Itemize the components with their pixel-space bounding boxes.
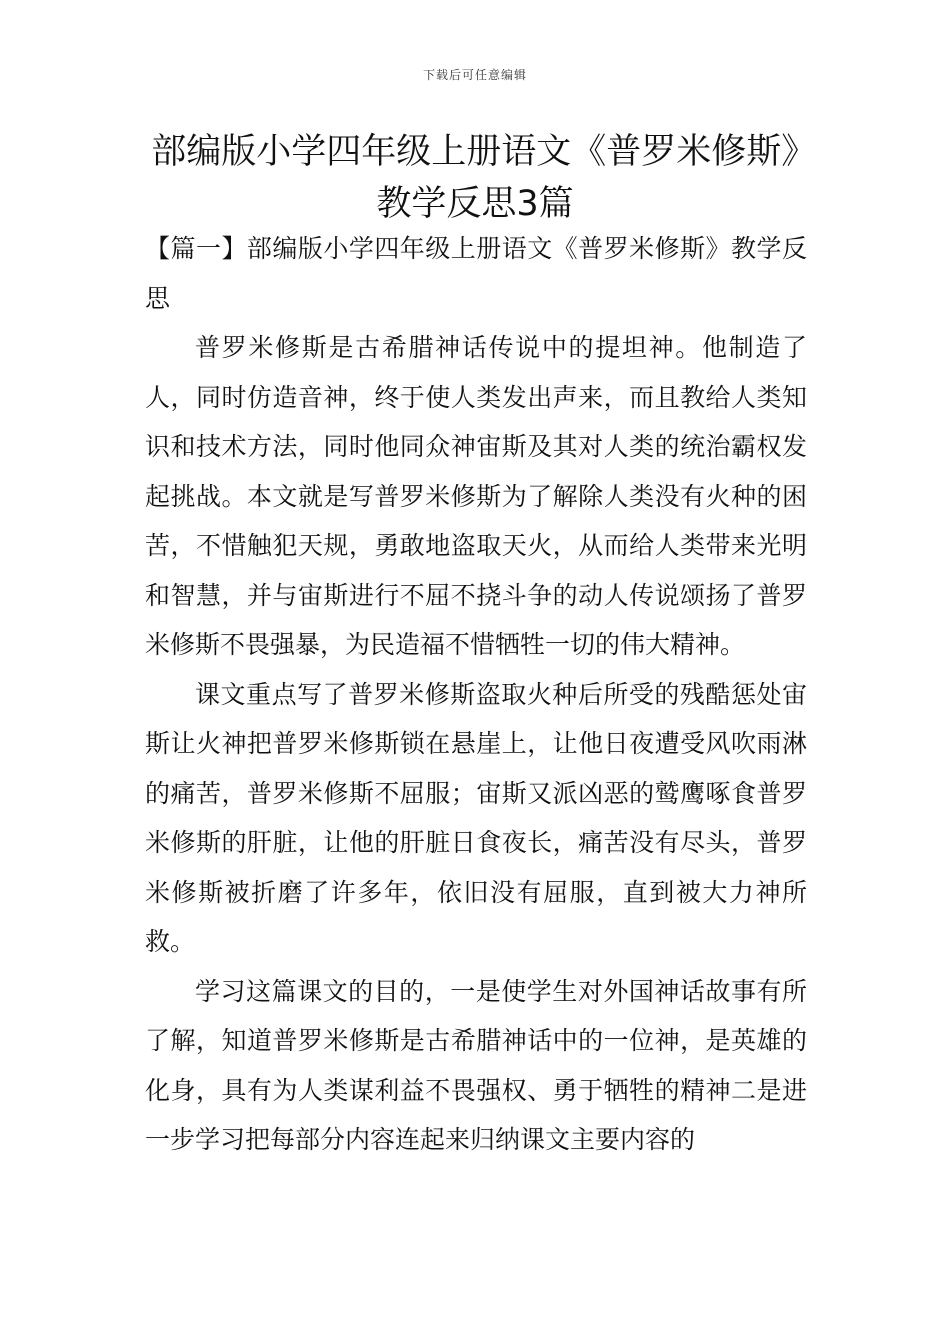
document-title: 部编版小学四年级上册语文《普罗米修斯》教学反思3篇 [151,132,799,224]
section-heading: 【篇一】部编版小学四年级上册语文《普罗米修斯》教学反思 [145,234,807,313]
document-body [145,224,807,1165]
header-note: 下载后可任意编辑 [422,68,527,82]
paragraph-3: 学习这篇课文的目的，一是使学生对外国神话故事有所了解，知道普罗米修斯是古希腊神话中的一位神，是英雄的化身，具有为人类谋利益不畏强权、勇于牺牲的精神二是进一步学习把每部分内容连起来归纳课文主要内容的 [145,976,807,1154]
paragraph-2: 课文重点写了普罗米修斯盗取火种后所受的残酷惩处宙斯让火神把普罗米修斯锁在悬崖上，让他日夜遭受风吹雨淋的痛苦，普罗米修斯不屈服；宙斯又派凶恶的鹫鹰啄食普罗米修斯的肝脏，让他的肝脏日食夜长，痛苦没有尽头，普罗米修斯被折磨了许多年，依旧没有屈服，直到被大力神所救。 [145,679,807,956]
paragraph-1: 普罗米修斯是古希腊神话传说中的提坦神。他制造了人，同时仿造音神，终于使人类发出声来，而且教给人类知识和技术方法，同时他同众神宙斯及其对人类的统治霸权发起挑战。本文就是写普罗米修斯为了解除人类没有火种的困苦，不惜触犯天规，勇敢地盗取天火，从而给人类带来光明和智慧，并与宙斯进行不屈不挠斗争的动人传说颂扬了普罗米修斯不畏强暴，为民造福不惜牺牲一切的伟大精神。 [145,333,807,659]
